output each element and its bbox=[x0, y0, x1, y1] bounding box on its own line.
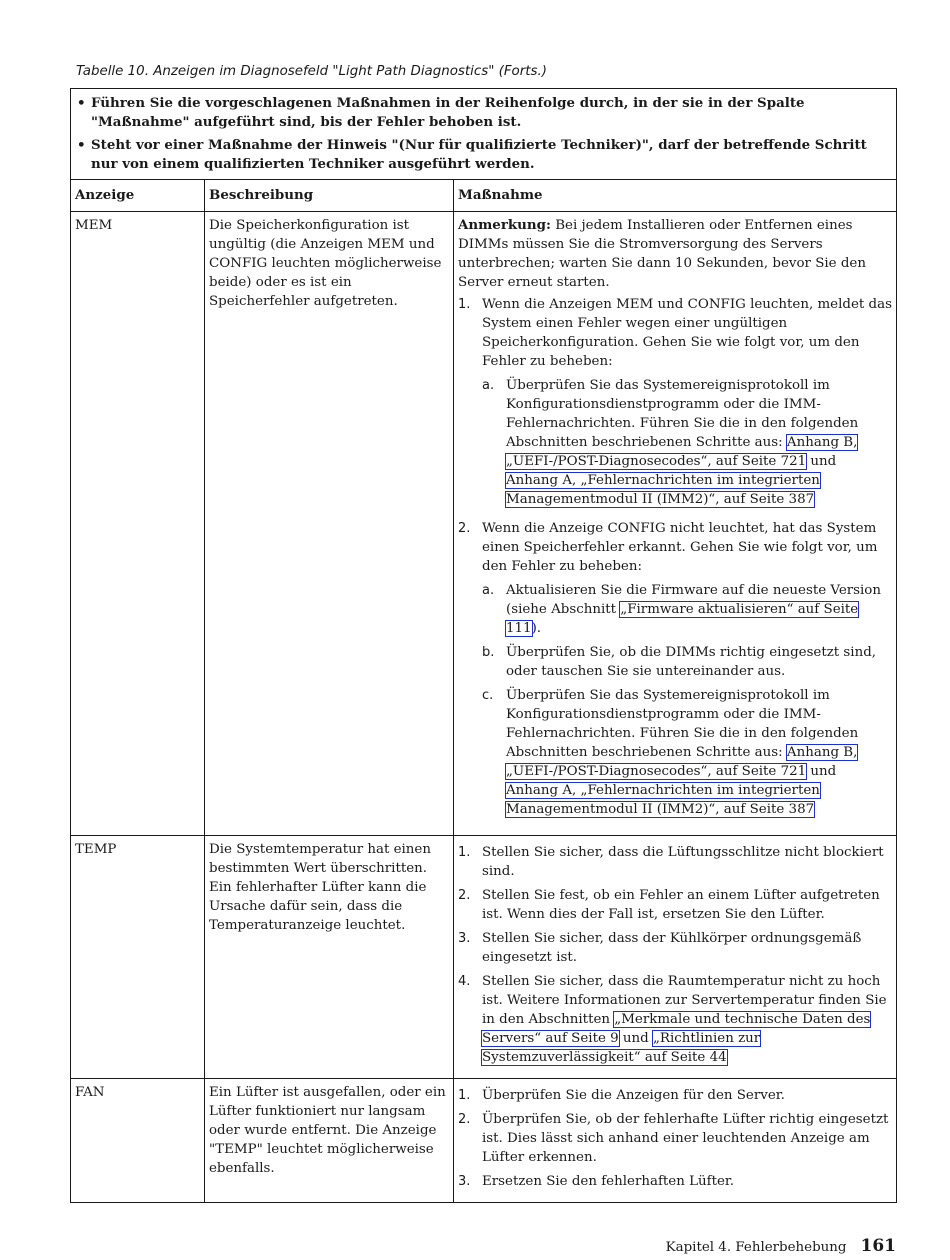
list-item: 1. Überprüfen Sie die Anzeigen für den Server. bbox=[458, 1088, 785, 1103]
list-item: 3. Stellen Sie sicher, dass der Kühlkörper ordnungsgemäß eingesetzt ist. bbox=[458, 931, 862, 965]
list-item: 4. Stellen Sie sicher, dass die Raumtemperatur nicht zu hoch ist. Weitere Informationen zur Servertemperatur finden Sie in den Abschnitten „Merkmale und technische Daten des Servers“ auf Seite 9 und „Richtlinien zur Systemzuverlässigkeit“ auf Seite 44 bbox=[458, 974, 887, 1065]
cell-beschreibung: Die Systemtemperatur hat einen bestimmten Wert überschritten. Ein fehlerhafter Lüfter kann die Ursache dafür sein, dass die Temperaturanzeige leuchtet. bbox=[205, 836, 454, 1079]
note-paragraph: Anmerkung: Bei jedem Installieren oder Entfernen eines DIMMs müssen Sie die Stromversorgung des Servers unterbrechen; warten Sie dann 10 Sekunden, bevor Sie den Server erneut starten. bbox=[458, 217, 866, 290]
cell-beschreibung: Ein Lüfter ist ausgefallen, oder ein Lüfter funktioniert nur langsam oder wurde entfernt. Die Anzeige "TEMP" leuchtet möglicherweise ebenfalls. bbox=[205, 1079, 454, 1203]
link-anhang-a[interactable]: Anhang A, „Fehlernachrichten im integrierten Managementmodul II (IMM2)“, auf Seite 387 bbox=[506, 783, 820, 817]
list-item: 3. Ersetzen Sie den fehlerhaften Lüfter. bbox=[458, 1174, 735, 1189]
header-beschreibung: Beschreibung bbox=[205, 180, 454, 212]
header-massnahme: Maßnahme bbox=[454, 180, 897, 212]
cell-massnahme bbox=[454, 1079, 897, 1203]
link-firmware-aktualisieren[interactable]: „Firmware aktualisieren“ auf Seite 111 bbox=[506, 602, 859, 636]
list-item: a. Aktualisieren Sie die Firmware auf die neueste Version (siehe Abschnitt „Firmware aktualisieren“ auf Seite 111). bbox=[482, 583, 881, 636]
table-row-mem bbox=[71, 212, 897, 836]
page-footer bbox=[666, 1236, 896, 1256]
cell-beschreibung: Die Speicherkonfiguration ist ungültig (die Anzeigen MEM und CONFIG leuchten möglicherweise beide) oder es ist ein Speicherfehler aufgetreten. bbox=[205, 212, 454, 836]
link-anhang-b[interactable]: Anhang B, „UEFI-/POST-Diagnosecodes“, auf Seite 721 bbox=[506, 745, 858, 779]
cell-anzeige: TEMP bbox=[71, 836, 205, 1079]
cell-anzeige: FAN bbox=[71, 1079, 205, 1203]
table-header-row bbox=[71, 180, 897, 212]
header-anzeige: Anzeige bbox=[71, 180, 205, 212]
link-merkmale[interactable]: „Merkmale und technische Daten des Servers“ auf Seite 9 bbox=[482, 1012, 871, 1046]
chapter-label: Kapitel 4. Fehlerbehebung bbox=[665, 1240, 847, 1255]
list-item: b. Überprüfen Sie, ob die DIMMs richtig eingesetzt sind, oder tauschen Sie sie untereinander aus. bbox=[482, 645, 877, 679]
cell-anzeige: MEM bbox=[71, 212, 205, 836]
link-anhang-a[interactable]: Anhang A, „Fehlernachrichten im integrierten Managementmodul II (IMM2)“, auf Seite 387 bbox=[506, 473, 820, 507]
list-item: a. Überprüfen Sie das Systemereignisprotokoll im Konfigurationsdienstprogramm oder die IMM-Fehlernachrichten. Führen Sie die in den folgenden Abschnitten beschriebenen Schritte aus: Anhang B, „UEFI-/POST-Diagnosecodes“, auf Seite 721 und Anhang A, „Fehlernachrichten im integrierten Managementmodul II (IMM2)“, auf Seite 387 bbox=[482, 378, 859, 507]
list-item: 1. Wenn die Anzeigen MEM und CONFIG leuchten, meldet das System einen Fehler wegen einer ungültigen Speicherkonfiguration. Gehen Sie wie folgt vor, um den Fehler zu beheben: a. Überprüfen Sie das Systemereignisprotokoll im Konfigurationsdienstprogramm oder die IMM-Fehlernachrichten. Führen Sie die in den folgenden Abschnitten beschriebenen Schritte aus: Anhang B, „UEFI-/POST-Diagnosecodes“, auf Seite 721 und Anhang A, „Fehlernachrichten im integrierten Managementmodul II (IMM2)“, auf Seite 387 bbox=[458, 297, 892, 507]
list-item: 2. Wenn die Anzeige CONFIG nicht leuchtet, hat das System einen Speicherfehler erkannt. Gehen Sie wie folgt vor, um den Fehler zu beheben: a. Aktualisieren Sie die Firmware auf die neueste Version (siehe Abschnitt „Firmware aktualisieren“ auf Seite 111). b. Überprüfen Sie, ob die DIMMs richtig eingesetzt sind, oder tauschen Sie sie untereinander aus. c. Überprüfen Sie das Systemereignisprotokoll im Konfigurationsdienstprogramm oder die IMM-Fehlernachrichten. Führen Sie die in den folgenden Abschnitten beschriebenen Schritte aus: Anhang B, „UEFI-/POST-Diagnosecodes“, auf Seite 721 und Anhang A, „Fehlernachrichten im integrierten Managementmodul II (IMM2)“, auf Seite 387 bbox=[458, 519, 892, 824]
note-bullet: • Steht vor einer Maßnahme der Hinweis "(Nur für qualifizierte Techniker)", darf der betreffende Schritt nur von einem qualifizierten Techniker ausgeführt werden. bbox=[77, 137, 867, 172]
diagnostics-table bbox=[70, 88, 897, 1203]
table-notes-row bbox=[71, 89, 897, 180]
note-bullet: • Führen Sie die vorgeschlagenen Maßnahmen in der Reihenfolge durch, in der sie in der Spalte "Maßnahme" aufgeführt sind, bis der Fehler behoben ist. bbox=[77, 95, 805, 130]
link-richtlinien[interactable]: „Richtlinien zur Systemzuverlässigkeit“ auf Seite 44 bbox=[482, 1031, 761, 1065]
list-item: 1. Stellen Sie sicher, dass die Lüftungsschlitze nicht blockiert sind. bbox=[458, 845, 884, 879]
table-caption: Tabelle 10. Anzeigen im Diagnosefeld "Light Path Diagnostics" (Forts.) bbox=[76, 64, 547, 79]
list-item: c. Überprüfen Sie das Systemereignisprotokoll im Konfigurationsdienstprogramm oder die IMM-Fehlernachrichten. Führen Sie die in den folgenden Abschnitten beschriebenen Schritte aus: Anhang B, „UEFI-/POST-Diagnosecodes“, auf Seite 721 und Anhang A, „Fehlernachrichten im integrierten Managementmodul II (IMM2)“, auf Seite 387 bbox=[482, 688, 859, 817]
table-row-fan bbox=[71, 1079, 897, 1203]
list-item: 2. Stellen Sie fest, ob ein Fehler an einem Lüfter aufgetreten ist. Wenn dies der Fall ist, ersetzen Sie den Lüfter. bbox=[458, 888, 880, 922]
cell-massnahme bbox=[454, 836, 897, 1079]
cell-massnahme bbox=[454, 212, 897, 836]
list-item: 2. Überprüfen Sie, ob der fehlerhafte Lüfter richtig eingesetzt ist. Dies lässt sich anhand einer leuchtenden Anzeige am Lüfter erkennen. bbox=[458, 1112, 889, 1165]
table-row-temp bbox=[71, 836, 897, 1079]
page-number: 161 bbox=[860, 1236, 896, 1256]
link-anhang-b[interactable]: Anhang B, „UEFI-/POST-Diagnosecodes“, auf Seite 721 bbox=[506, 435, 858, 469]
